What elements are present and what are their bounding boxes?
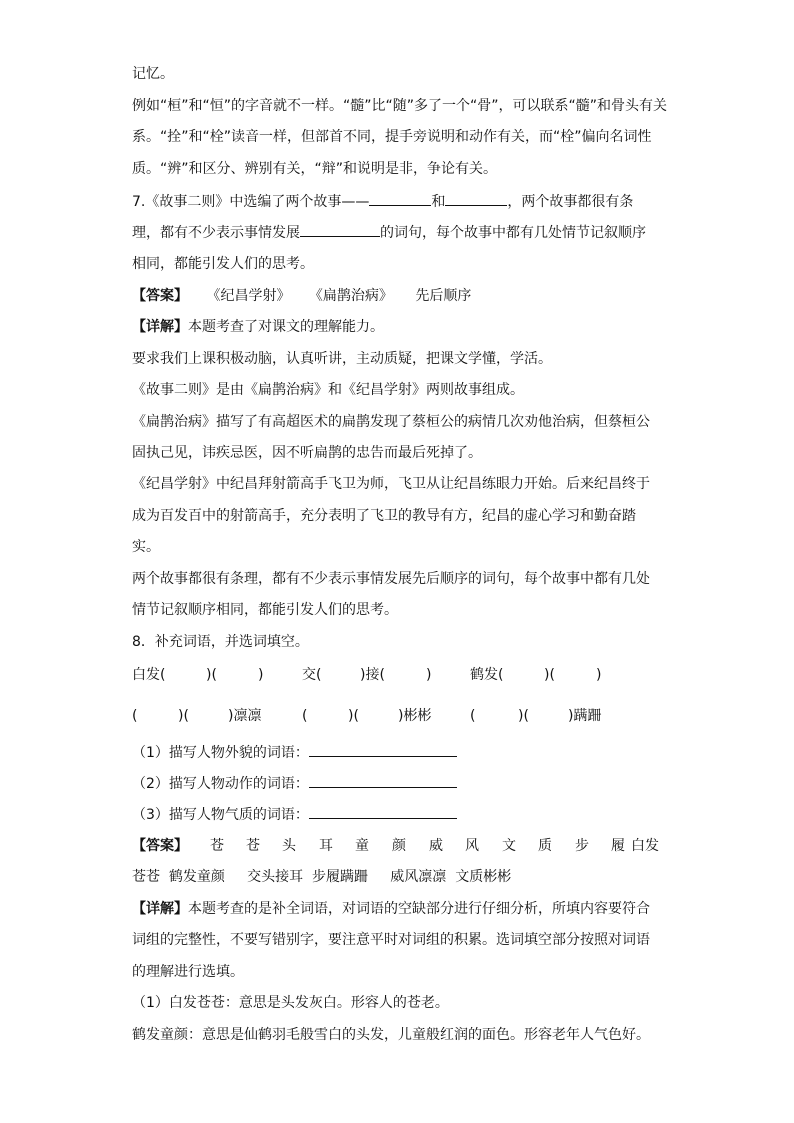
explanation-line: 鹤发童颜：意思是仙鹤羽毛般雪白的头发，儿童般红润的面色。形容老年人气色好。: [132, 1027, 650, 1043]
paragraph-line: 系。“拴”和“栓”读音一样，但部首不同，提手旁说明和动作有关，而“栓”偏向名词性: [132, 129, 652, 145]
explanation-line: 要求我们上课积极动脑，认真听讲，主动质疑，把课文学懂，学活。: [132, 351, 552, 367]
answer-label: 【答案】: [132, 288, 188, 304]
explanation-line: 《扁鹊治病》描写了有高超医术的扁鹊发现了蔡桓公的病情几次劝他治病，但蔡桓公: [132, 414, 650, 430]
answer-blank: [309, 804, 457, 819]
explanation-line: 固执己见，讳疾忌医，因不听扁鹊的忠告而最后死掉了。: [132, 445, 482, 461]
paragraph-line: 质。“辨”和区分、辨别有关，“辩”和说明是非，争论有关。: [132, 161, 498, 177]
answer-blank: [300, 222, 380, 237]
subquestion-3: （3）描写人物气质的词语：: [132, 804, 457, 825]
paragraph-line: 记忆。: [132, 66, 174, 82]
subquestion-1: （1）描写人物外貌的词语：: [132, 742, 457, 763]
answer-line-2: 苍苍 鹤发童颜 交头接耳 步履蹒跚 威风凛凛 文质彬彬: [132, 869, 512, 885]
question-8-title: 8．补充词语，并选词填空。: [132, 634, 309, 650]
question-7-line-3: 相同，都能引发人们的思考。: [132, 256, 314, 272]
explanation-label: 【详解】: [132, 319, 188, 335]
explanation-line: 词组的完整性，不要写错别字，要注意平时对词组的积累。选词填空部分按照对词语: [132, 932, 650, 948]
explanation-line: 实。: [132, 539, 160, 555]
explanation-line: 两个故事都很有条理，都有不少表示事情发展先后顺序的词句，每个故事中都有几处: [132, 571, 650, 587]
question-7-line-1: 7.《故事二则》中选编了两个故事—— 和 ，两个故事都很有条: [132, 191, 633, 212]
explanation-line: 情节记叙顺序相同，都能引发人们的思考。: [132, 602, 398, 618]
explanation-line: 【详解】本题考查的是补全词语，对词语的空缺部分进行仔细分析，所填内容要符合: [132, 901, 650, 917]
document-page: 记忆。 例如“桓”和“恒”的字音就不一样。“髓”比“随”多了一个“骨”，可以联系“髓”和骨头有关 系。“拴”和“栓”读音一样，但部首不同，提手旁说明和动作有关，而“栓”偏向名词性 质。“辨”和区分、辨别有关，“辩”和说明是非，争论有关。 7.《故事二则》中选编了两个故事—— 和 ，两个故事都很有条 理，都有不少表示事情发展 的词句，每个故事中都有几处情节记叙顺序 相同，都能引发人们的思考。 【答案】 《纪昌学射》 《扁鹊治病》 先后顺序 【详解】本题考查了对课文的理解能力。 要求我们上课积极动脑，认真听讲，主动质疑，把课文学懂，学活。 《故事二则》是由《扁鹊治病》和《纪昌学射》两则故事组成。 《扁鹊治病》描写了有高超医术的扁鹊发现了蔡桓公的病情几次劝他治病，但蔡桓公 固执己见，讳疾忌医，因不听扁鹊的忠告而最后死掉了。 《纪昌学射》中纪昌拜射箭高手飞卫为师，飞卫从让纪昌练眼力开始。后来纪昌终于 成为百发百中的射箭高手，充分表明了飞卫的教导有方，纪昌的虚心学习和勤奋踏 实。 两个故事都很有条理，都有不少表示事情发展先后顺序的词句，每个故事中都有几处 情节记叙顺序相同，都能引发人们的思考。 8．补充词语，并选词填空。 白发( )( ) 交( )接( ) 鹤发( )( ) ( )( )凛凛 ( )( )彬彬 ( )( )蹒跚 （1）描写人物外貌的词语： （2）描写人物动作的词语： （3）描写人物气质的词语： 【答案】 苍 苍 头 耳 童 颜 威 风 文 质 步 履 白发 苍苍 鹤发童颜 交头接耳 步履蹒跚 威风凛凛 文质彬彬 【详解】本题考查的是补全词语，对词语的空缺部分进行仔细分析，所填内容要符合 词组的完整性，不要写错别字，要注意平时对词组的积累。选词填空部分按照对词语 的理解进行选填。 （1）白发苍苍：意思是头发灰白。形容人的苍老。 鹤发童颜：意思是仙鹤羽毛般雪白的头发，儿童般红润的面色。形容老年人气色好。: [132, 66, 668, 1043]
answer-line: 【答案】 《纪昌学射》 《扁鹊治病》 先后顺序: [132, 288, 472, 304]
answer-blank: [369, 191, 431, 206]
explanation-label: 【详解】: [132, 901, 188, 917]
subquestion-2: （2）描写人物动作的词语：: [132, 773, 457, 794]
answer-blank: [309, 773, 457, 788]
explanation-line: 【详解】本题考查了对课文的理解能力。: [132, 319, 384, 335]
paragraph-line: 例如“桓”和“恒”的字音就不一样。“髓”比“随”多了一个“骨”，可以联系“髓”和骨头有关: [132, 98, 668, 114]
explanation-line: 《故事二则》是由《扁鹊治病》和《纪昌学射》两则故事组成。: [132, 382, 524, 398]
question-7-line-2: 理，都有不少表示事情发展 的词句，每个故事中都有几处情节记叙顺序: [132, 222, 646, 243]
explanation-line: 的理解进行选填。: [132, 964, 244, 980]
explanation-line: （1）白发苍苍：意思是头发灰白。形容人的苍老。: [132, 995, 449, 1011]
explanation-line: 《纪昌学射》中纪昌拜射箭高手飞卫为师，飞卫从让纪昌练眼力开始。后来纪昌终于: [132, 476, 650, 492]
answer-blank: [445, 191, 507, 206]
explanation-line: 成为百发百中的射箭高手，充分表明了飞卫的教导有方，纪昌的虚心学习和勤奋踏: [132, 508, 636, 524]
answer-label: 【答案】: [132, 838, 188, 854]
answer-blank: [309, 742, 457, 757]
